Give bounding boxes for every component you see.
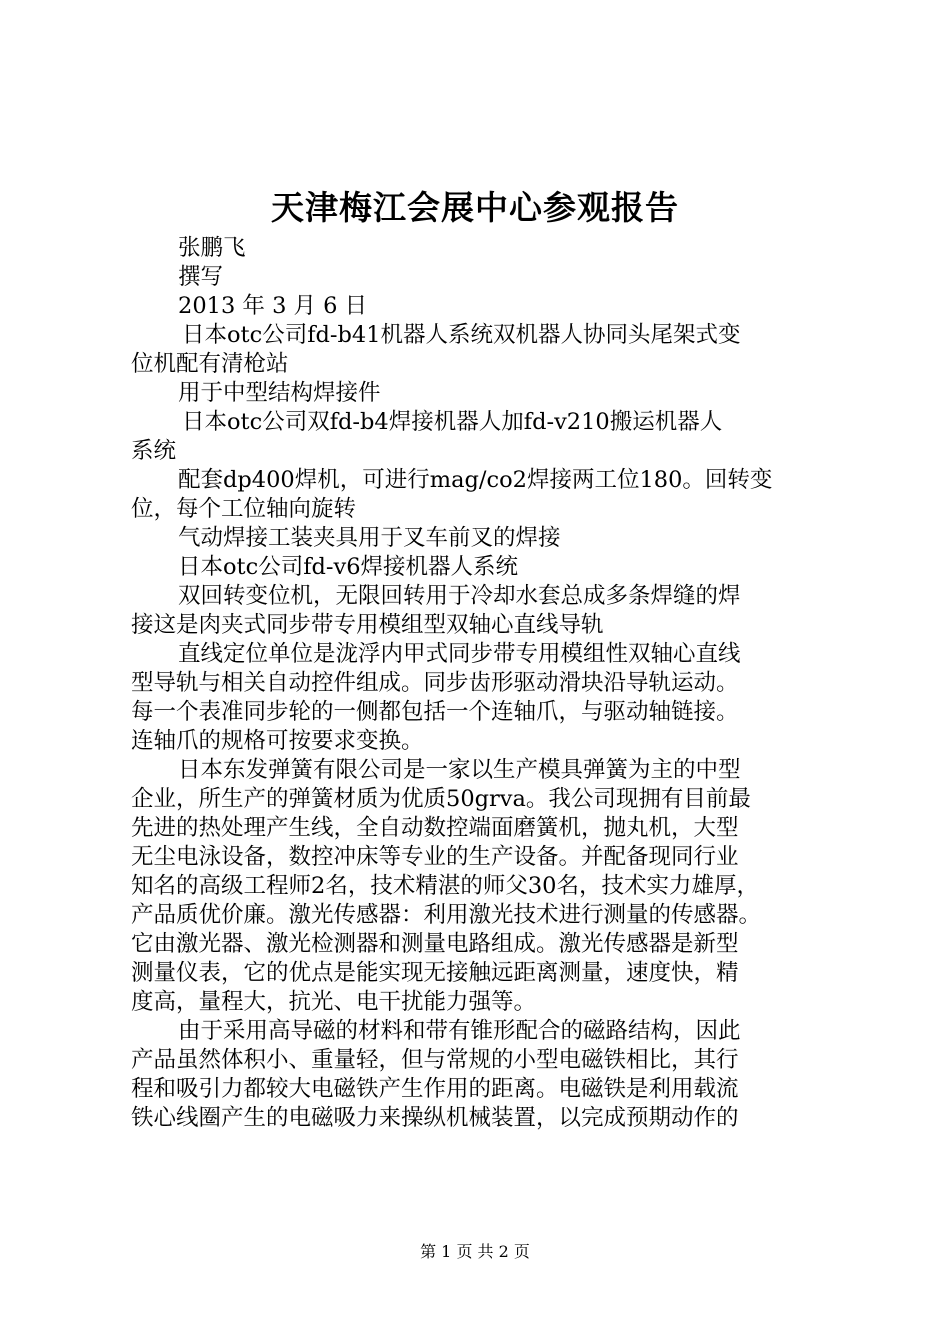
text-line: 型导轨与相关自动控件组成。同步齿形驱动滑块沿导轨运动。: [131, 670, 739, 696]
text-line: 每一个表准同步轮的一侧都包括一个连轴爪，与驱动轴链接。: [131, 699, 739, 725]
text-line: 配套dp400焊机，可进行mag/co2焊接两工位180。回转变: [178, 467, 773, 493]
text-line: 张鹏飞: [178, 235, 246, 261]
text-line: 日本otc公司fd-v6焊接机器人系统: [178, 554, 519, 580]
text-line: 用于中型结构焊接件: [178, 380, 381, 406]
text-line: 日本otc公司fd-b41机器人系统双机器人协同头尾架式变: [182, 322, 741, 348]
text-line: 系统: [131, 438, 177, 464]
text-line: 测量仪表，它的优点是能实现无接触远距离测量，速度快，精: [131, 960, 739, 986]
text-line: 产品质优价廉。激光传感器：利用激光技术进行测量的传感器。: [131, 902, 762, 928]
text-line: 知名的高级工程师2名，技术精湛的师父30名，技术实力雄厚，: [131, 873, 759, 899]
text-line: 撰写: [178, 264, 224, 290]
text-line: 位，每个工位轴向旋转: [131, 496, 357, 522]
page-footer: 第 1 页 共 2 页: [420, 1242, 530, 1261]
text-line: 程和吸引力都较大电磁铁产生作用的距离。电磁铁是利用载流: [131, 1076, 739, 1102]
text-line: 2013 年 3 月 6 日: [178, 293, 368, 319]
text-line: 先进的热处理产生线，全自动数控端面磨簧机，抛丸机，大型: [131, 815, 739, 841]
text-line: 无尘电泳设备，数控冲床等专业的生产设备。并配备现同行业: [131, 844, 739, 870]
text-line: 日本otc公司双fd-b4焊接机器人加fd-v210搬运机器人: [182, 409, 723, 435]
text-line: 它由激光器、激光检测器和测量电路组成。激光传感器是新型: [131, 931, 739, 957]
text-line: 产品虽然体积小、重量轻，但与常规的小型电磁铁相比，其行: [131, 1047, 739, 1073]
text-line: 位机配有清枪站: [131, 351, 289, 377]
text-line: 度高，量程大，抗光、电干扰能力强等。: [131, 989, 537, 1015]
text-line: 双回转变位机，无限回转用于冷却水套总成多条焊缝的焊: [178, 583, 741, 609]
text-line: 日本东发弹簧有限公司是一家以生产模具弹簧为主的中型: [178, 757, 741, 783]
text-line: 接这是肉夹式同步带专用模组型双轴心直线导轨: [131, 612, 604, 638]
document-body: [131, 234, 831, 1133]
text-line: 直线定位单位是泷浮内甲式同步带专用模组性双轴心直线: [178, 641, 741, 667]
text-line: 由于采用高导磁的材料和带有锥形配合的磁路结构，因此: [178, 1018, 741, 1044]
text-line: 气动焊接工装夹具用于叉车前叉的焊接: [178, 525, 561, 551]
text-line: 铁心线圈产生的电磁吸力来操纵机械装置，以完成预期动作的: [131, 1105, 739, 1131]
document-title: 天津梅江会展中心参观报告: [271, 188, 679, 227]
text-line: 企业，所生产的弹簧材质为优质50grva。我公司现拥有目前最: [131, 786, 751, 812]
text-line: 连轴爪的规格可按要求变换。: [131, 728, 424, 754]
